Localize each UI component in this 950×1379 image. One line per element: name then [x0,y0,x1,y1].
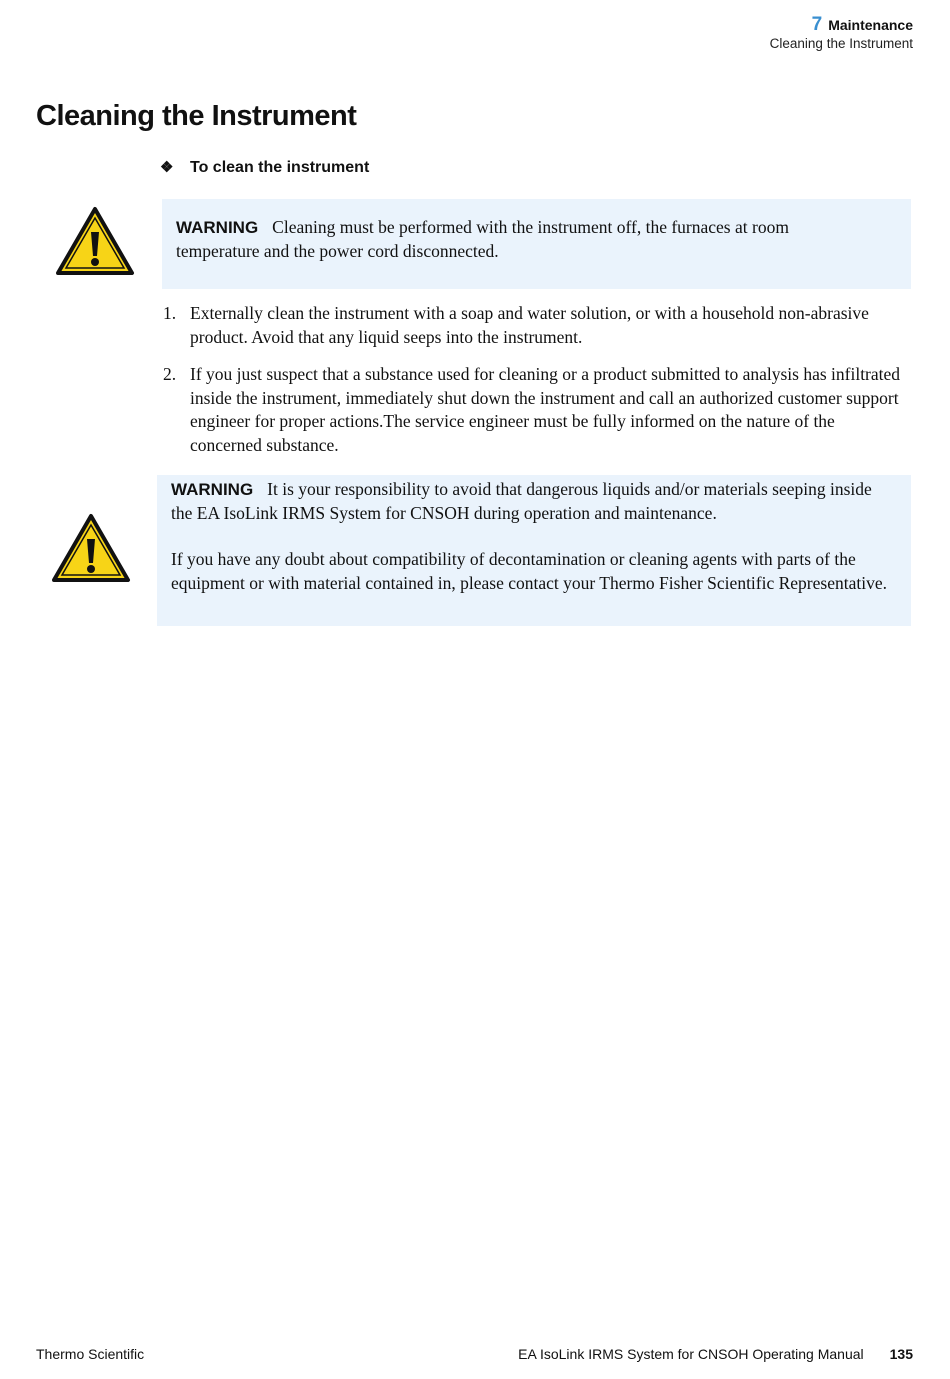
page-title: Cleaning the Instrument [36,100,357,132]
step-text: Externally clean the instrument with a soap and water solution, or with a household non-abrasive product. Avoid that any liquid seeps into the instrument. [190,303,869,347]
cleaning-steps-list [160,302,910,471]
step-number: 2. [163,364,177,384]
warning-message: It is your responsibility to avoid that dangerous liquids and/or materials seeping inside the EA IsoLink IRMS System for CNSOH during operation and maintenance. [171,479,872,523]
chapter-heading [770,15,913,35]
warning-box-power [162,199,911,289]
warning-text [176,216,851,263]
procedure-heading-text: To clean the instrument [190,159,370,176]
warning-box-responsibility [157,475,911,626]
warning-text [171,478,897,525]
footer-manual-title: EA IsoLink IRMS System for CNSOH Operating Manual [518,1346,864,1362]
step-text: If you just suspect that a substance used for cleaning or a product submitted to analysis has infiltrated inside the instrument, immediately shut down the instrument and call an authorized customer support engineer for proper actions.The service engineer must be fully informed on the nature of the concerned substance. [190,364,901,455]
footer-right [518,1346,913,1362]
warning-label: WARNING [176,218,259,237]
warning-label: WARNING [171,480,254,499]
warning-triangle-icon [55,206,135,276]
procedure-bullet-icon: ❖ [160,159,174,176]
list-item [160,363,910,457]
page-number: 135 [889,1346,913,1362]
chapter-title: Maintenance [828,17,913,33]
section-title: Cleaning the Instrument [769,36,913,51]
running-header [770,15,913,53]
chapter-number: 7 [811,14,823,35]
warning-text-secondary: If you have any doubt about compatibility of decontamination or cleaning agents with parts of the equipment or with material contained in, please contact your Thermo Fisher Scientific Representative. [171,549,887,593]
list-item [160,302,910,349]
procedure-heading [160,158,369,177]
warning-triangle-icon [51,513,131,583]
warning-message: Cleaning must be performed with the instrument off, the furnaces at room temperature and the power cord disconnected. [176,217,789,261]
step-number: 1. [163,303,177,323]
footer-company: Thermo Scientific [36,1346,145,1362]
